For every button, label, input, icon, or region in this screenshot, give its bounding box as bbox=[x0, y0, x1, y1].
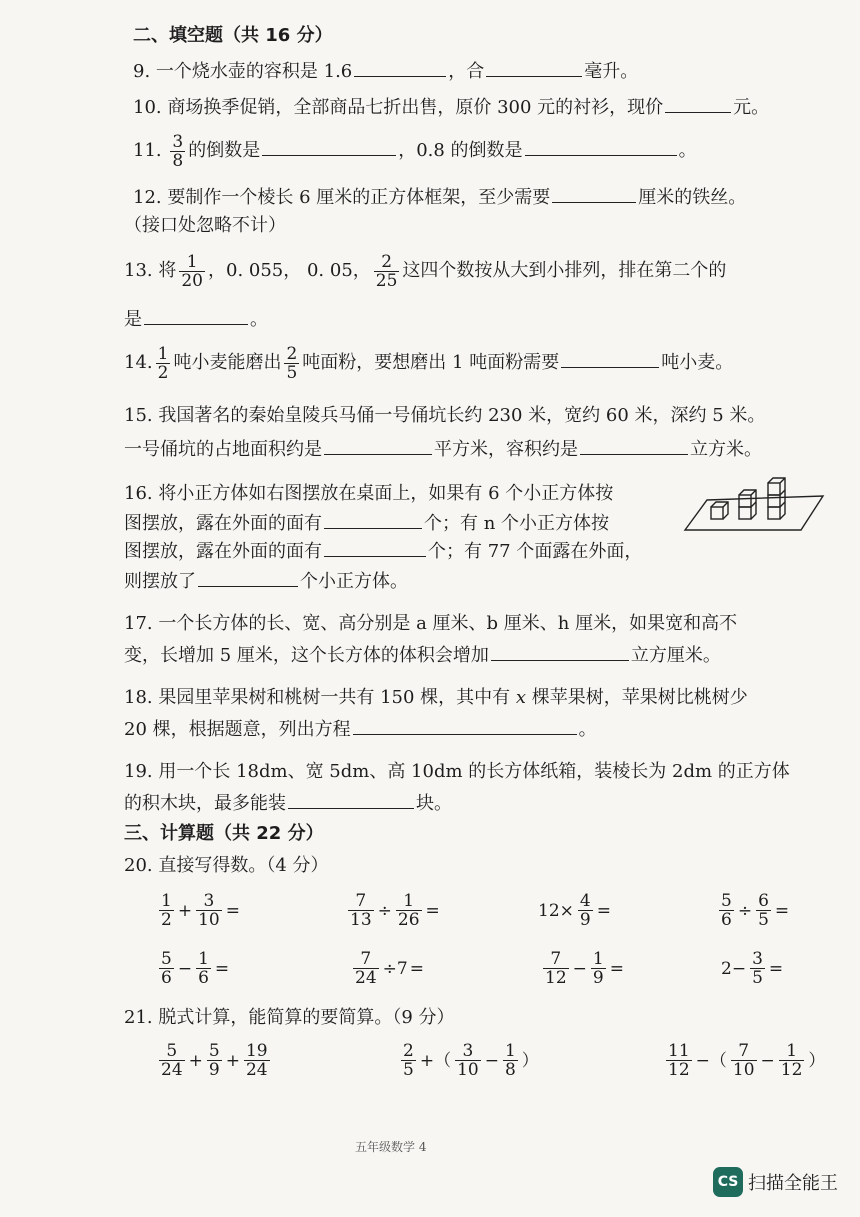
answer-blank[interactable] bbox=[324, 538, 426, 557]
answer-blank[interactable] bbox=[262, 137, 396, 156]
calc-item-4: $\frac{5}{6}$ ÷ $\frac{6}{5}$ = bbox=[721, 891, 790, 930]
answer-blank[interactable] bbox=[552, 184, 636, 203]
camscanner-logo-icon: CS bbox=[713, 1167, 743, 1197]
answer-blank[interactable] bbox=[491, 642, 629, 661]
answer-blank[interactable] bbox=[288, 790, 414, 809]
answer-blank[interactable] bbox=[353, 716, 577, 735]
question-21-title: 21. 脱式计算，能简算的要简算。（9 分） bbox=[124, 1007, 455, 1028]
answer-blank[interactable] bbox=[144, 306, 248, 325]
answer-blank[interactable] bbox=[580, 436, 688, 455]
question-12-note: （接口处忽略不计） bbox=[124, 215, 286, 236]
calc-item-2: $\frac{7}{13}$ ÷ $\frac{1}{26}$ = bbox=[350, 891, 440, 930]
question-16-l3: 图摆放，露在外面的面有 个；有 77 个面露在外面， bbox=[124, 538, 642, 564]
question-10: 10. 商场换季促销，全部商品七折出售，原价 300 元的衬衫，现价 元。 bbox=[133, 94, 769, 120]
calc-item-1: $\frac{1}{2}$ + $\frac{3}{10}$ = bbox=[161, 891, 240, 930]
fraction: $\frac{2}{25}$ bbox=[375, 251, 398, 291]
question-15: 15. 我国著名的秦始皇陵兵马俑一号俑坑长约 230 米，宽约 60 米，深约 5 米。 bbox=[124, 405, 766, 426]
question-16: 16. 将小正方体如右图摆放在桌面上，如果有 6 个小正方体按 bbox=[124, 483, 614, 504]
fraction: $\frac{1}{20}$ bbox=[181, 251, 203, 291]
question-19-cont: 的积木块，最多能装 块。 bbox=[124, 790, 452, 816]
question-13: 13. 将 $\frac{1}{20}$ ，0. 055， 0. 05， $\frac{2}{25}$ 这四个数按从大到小排列，排在第二个的 bbox=[124, 251, 727, 291]
calc-item-5: $\frac{5}{6}$ − $\frac{1}{6}$ = bbox=[161, 949, 230, 988]
question-12: 12. 要制作一个棱长 6 厘米的正方体框架，至少需要 厘米的铁丝。 bbox=[133, 184, 746, 210]
question-9: 9. 一个烧水壶的容积是 1.6 ，合 毫升。 bbox=[133, 58, 638, 84]
scanner-watermark bbox=[713, 1166, 838, 1198]
answer-blank[interactable] bbox=[525, 137, 677, 156]
cube-stack-figure bbox=[683, 474, 825, 532]
fraction: $\frac{2}{5}$ bbox=[286, 343, 298, 383]
question-17-cont: 变，长增加 5 厘米，这个长方体的体积会增加 立方厘米。 bbox=[124, 642, 721, 668]
question-19: 19. 用一个长 18dm、宽 5dm、高 10dm 的长方体纸箱，装棱长为 2dm 的正方体 bbox=[124, 761, 790, 782]
calc-item-8: 2− $\frac{3}{5}$ = bbox=[721, 949, 784, 988]
calc-item-3: 12× $\frac{4}{9}$ = bbox=[538, 891, 611, 930]
question-16-l4: 则摆放了 个小正方体。 bbox=[124, 568, 408, 594]
answer-blank[interactable] bbox=[324, 436, 432, 455]
fraction: $\frac{3}{8}$ bbox=[172, 131, 184, 171]
question-15-cont: 一号俑坑的占地面积约是 平方米，容积约是 立方米。 bbox=[124, 436, 762, 462]
calc-item-7: $\frac{7}{12}$ − $\frac{1}{9}$ = bbox=[545, 949, 624, 988]
calc-item-6: $\frac{7}{24}$ ÷7 = bbox=[355, 949, 424, 988]
page-footer: 五年级数学 4 bbox=[355, 1140, 427, 1154]
question-13-cont: 是 。 bbox=[124, 306, 268, 332]
answer-blank[interactable] bbox=[486, 58, 582, 77]
expr-item-2: $\frac{2}{5}$ +（ $\frac{3}{10}$ − $\frac{1}{8}$ ） bbox=[403, 1041, 539, 1080]
expr-item-1: $\frac{5}{24}$ + $\frac{5}{9}$ + $\frac{19}{24}$ bbox=[161, 1041, 268, 1080]
question-14: 14. $\frac{1}{2}$ 吨小麦能磨出 $\frac{2}{5}$ 吨面粉，要想磨出 1 吨面粉需要 吨小麦。 bbox=[124, 343, 734, 383]
question-17: 17. 一个长方体的长、宽、高分别是 a 厘米、b 厘米、h 厘米，如果宽和高不 bbox=[124, 613, 738, 634]
question-18: 18. 果园里苹果树和桃树一共有 150 棵，其中有 x 棵苹果树，苹果树比桃树少 bbox=[124, 687, 748, 708]
expr-item-3: $\frac{11}{12}$ −（ $\frac{7}{10}$ − $\frac{1}{12}$ ） bbox=[668, 1041, 826, 1080]
section-title-fill-in: 二、填空题（共 16 分） bbox=[133, 25, 333, 46]
fraction: $\frac{1}{2}$ bbox=[157, 343, 169, 383]
question-16-l2: 图摆放，露在外面的面有 个；有 n 个小正方体按 bbox=[124, 510, 609, 536]
answer-blank[interactable] bbox=[324, 510, 422, 529]
answer-blank[interactable] bbox=[198, 568, 298, 587]
section-title-calculation: 三、计算题（共 22 分） bbox=[124, 823, 324, 844]
question-11: 11. $\frac{3}{8}$ 的倒数是 ，0.8 的倒数是 。 bbox=[133, 131, 697, 171]
answer-blank[interactable] bbox=[665, 94, 731, 113]
answer-blank[interactable] bbox=[561, 349, 659, 368]
question-18-cont: 20 棵，根据题意，列出方程 。 bbox=[124, 716, 597, 742]
answer-blank[interactable] bbox=[354, 58, 446, 77]
watermark-text: 扫描全能王 bbox=[748, 1173, 838, 1194]
question-20-title: 20. 直接写得数。（4 分） bbox=[124, 855, 329, 876]
